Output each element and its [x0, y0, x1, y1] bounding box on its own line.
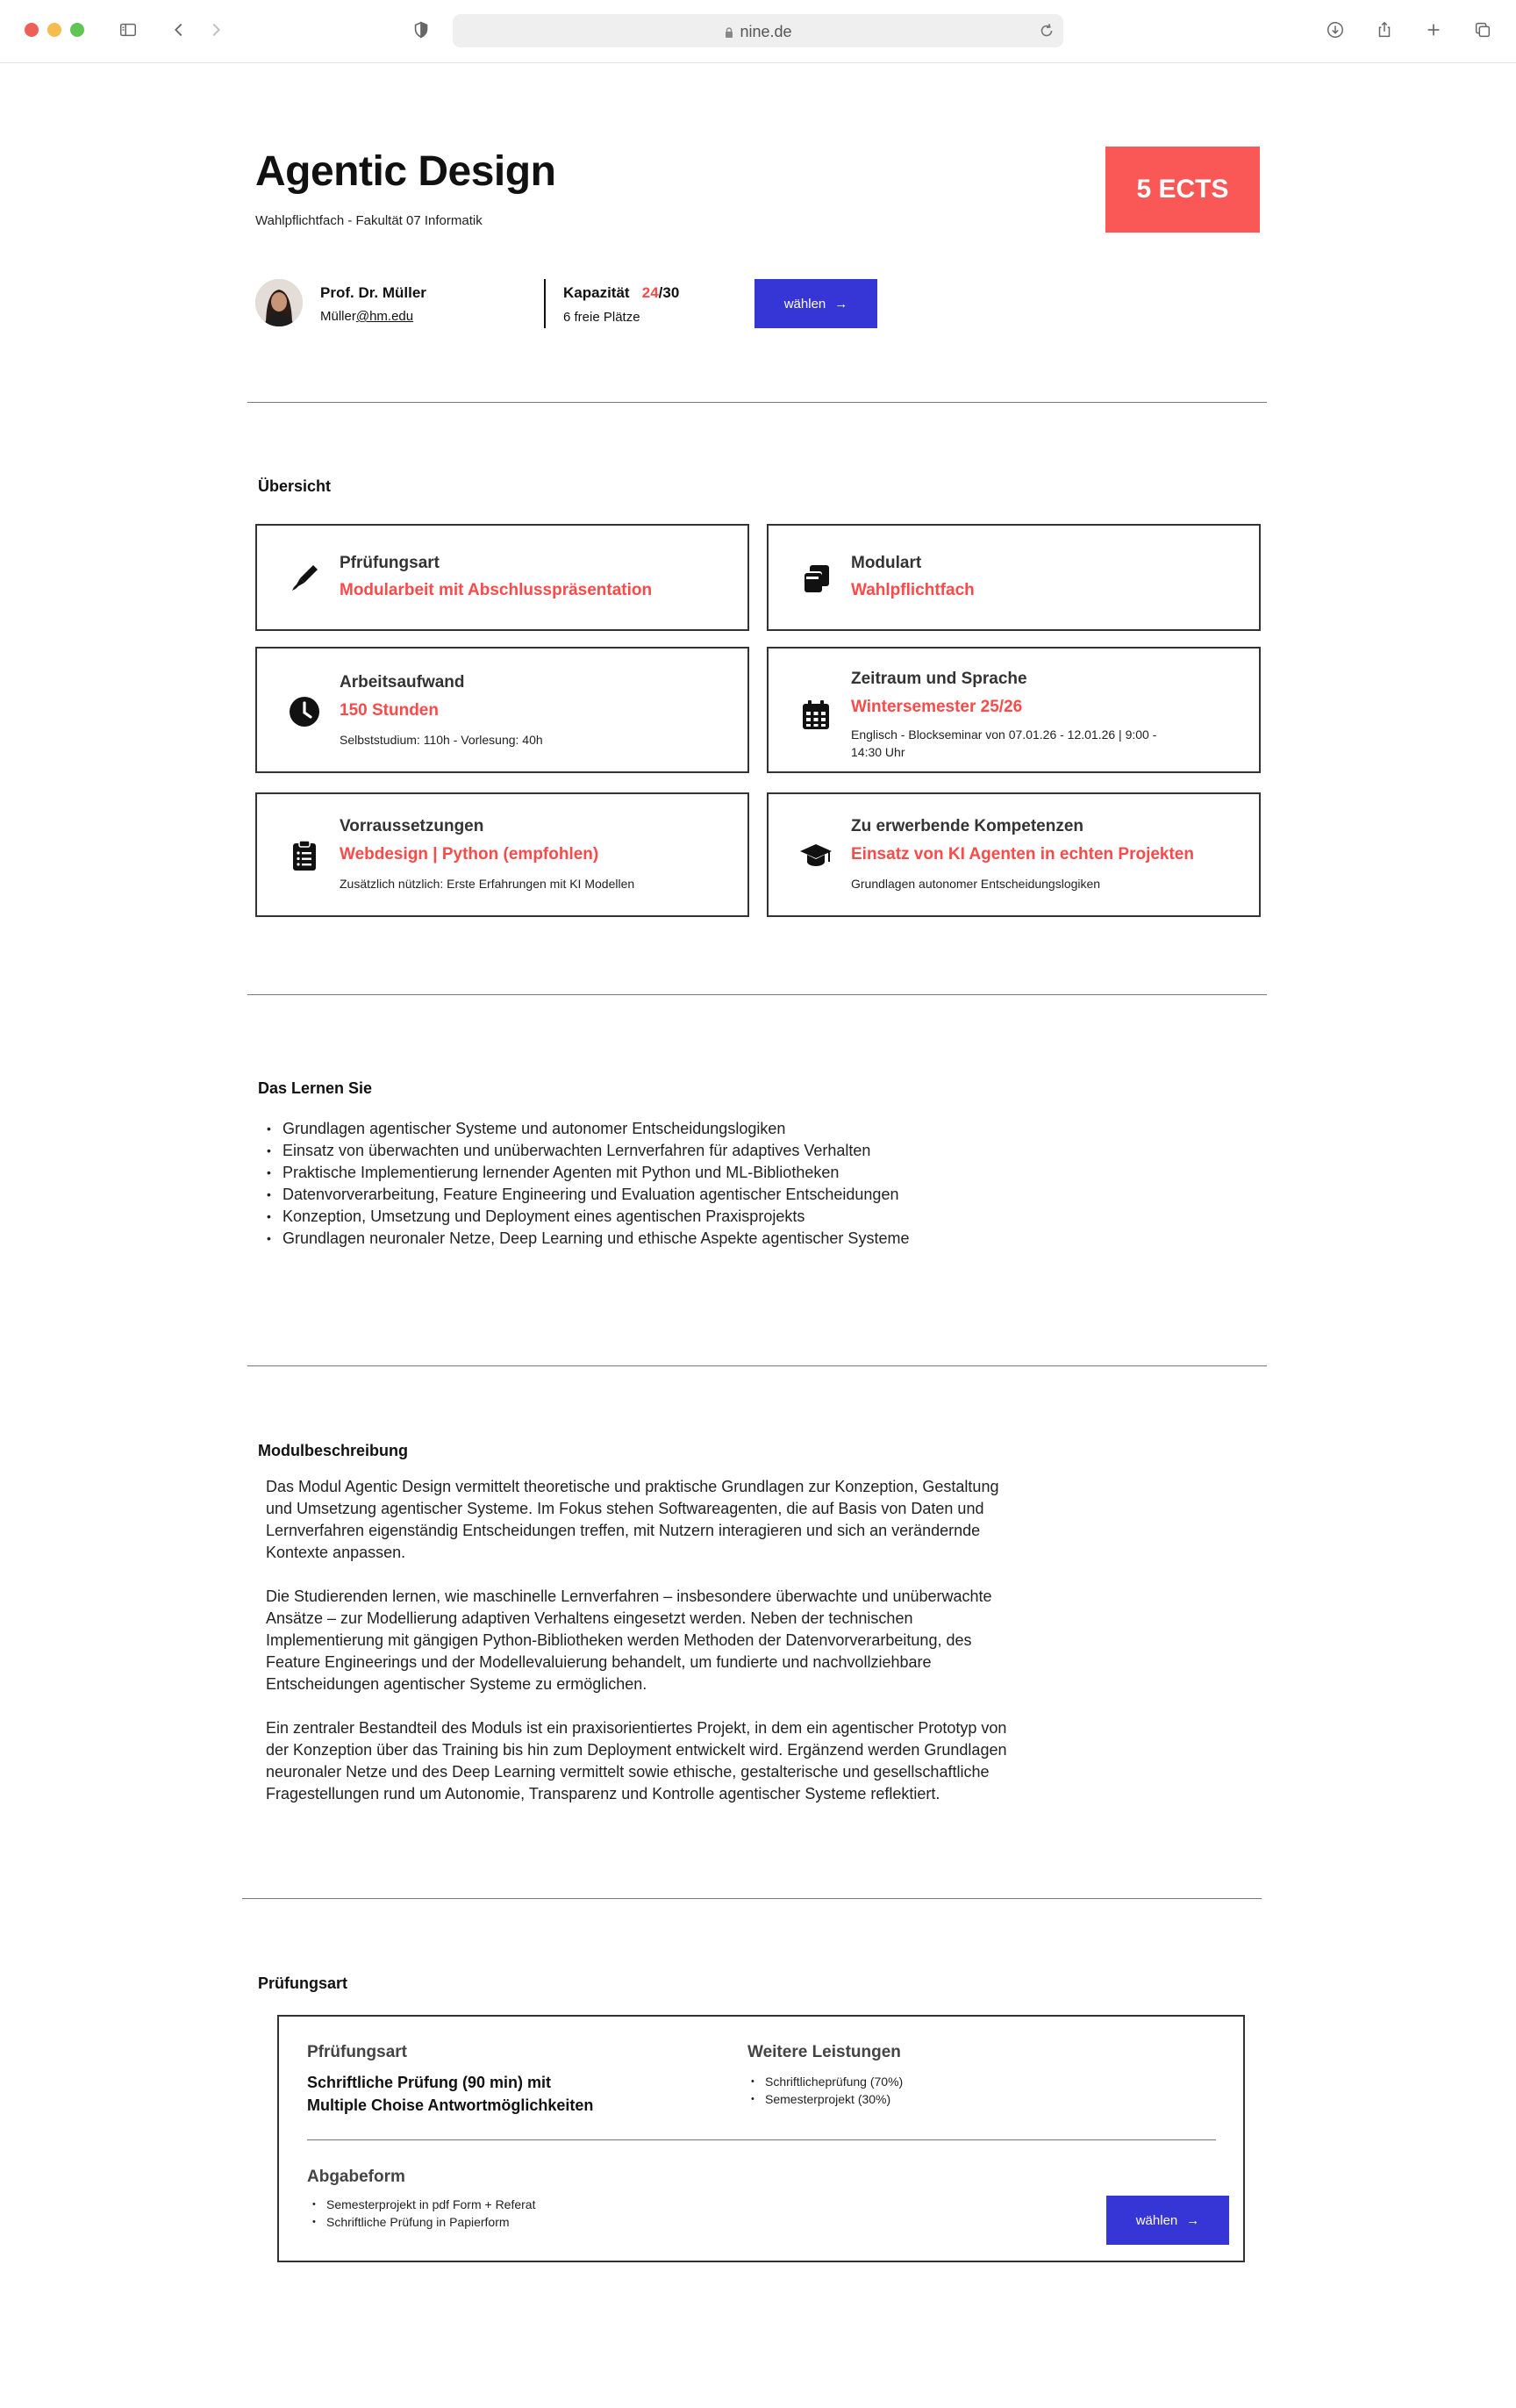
exam-box: [277, 2015, 1245, 2262]
capacity-total: /30: [658, 284, 680, 301]
card-label: Zeitraum und Sprache: [851, 670, 1027, 688]
close-window-button[interactable]: [25, 23, 39, 37]
choose-button-label: wählen: [783, 296, 826, 312]
capacity-label: [563, 284, 679, 302]
arrow-right-icon: →: [834, 296, 848, 312]
overview-card-workload: [255, 647, 749, 773]
description-paragraph: Das Modul Agentic Design vermittelt theoretische und praktische Grundlagen zur Konzeption, Gestaltung und Umsetzung agentischer Systeme. Im Fokus stehen Softwareagenten, die auf Basis von Daten und Lernverfahren eigenständig Entscheidungen treffen, mit Nutzern interagieren und sich an verändernde Kontexte anpassen.: [266, 1478, 999, 1561]
browser-toolbar: [0, 0, 1516, 63]
section-divider: [247, 1365, 1267, 1366]
further-label: Weitere Leistungen: [747, 2043, 901, 2061]
download-icon[interactable]: [1323, 18, 1348, 42]
capacity-free: 6 freie Plätze: [563, 310, 640, 325]
list-item: • Praktische Implementierung lernender Agenten mit Python und ML-Bibliotheken: [263, 1162, 909, 1184]
card-note: Grundlagen autonomer Entscheidungslogiken: [851, 877, 1101, 891]
clock-icon: [287, 694, 322, 729]
clipboard-icon: [287, 838, 322, 873]
section-divider: [247, 994, 1267, 995]
list-item: • Schriftliche Prüfung in Papierform: [309, 2213, 536, 2231]
page-subtitle: Wahlpflichtfach - Fakultät 07 Informatik: [255, 213, 483, 228]
exam-divider: [307, 2139, 1216, 2140]
description-paragraph: Die Studierenden lernen, wie maschinelle Lernverfahren – insbesondere überwachte und unüberwachte Ansätze – zur Modellierung adaptiven Verhaltens eingesetzt werden. Neben der technischen Implementierung mit gängigen Python-Bibliotheken werden Methoden der Datenvorverarbeitung, des Feature Engineerings und der Modellevaluierung behandelt, um fundierte und nachvollziehbare Entscheidungen agentischer Systeme zu ermöglichen.: [266, 1587, 992, 1693]
card-value: Wintersemester 25/26: [851, 698, 1023, 716]
further-list: [747, 2073, 903, 2108]
section-divider: [247, 402, 1267, 403]
list-item: • Einsatz von überwachten und unüberwachten Lernverfahren für adaptives Verhalten: [263, 1140, 909, 1162]
overview-card-period: [767, 647, 1261, 773]
professor-name: Prof. Dr. Müller: [320, 284, 426, 301]
forward-icon[interactable]: [204, 18, 228, 42]
tab-overview-icon[interactable]: [1470, 18, 1495, 42]
card-value: Webdesign | Python (empfohlen): [340, 845, 599, 864]
exam-type-value: [307, 2071, 593, 2117]
graduation-cap-icon: [798, 838, 833, 873]
learn-heading: Das Lernen Sie: [258, 1079, 373, 1097]
overview-card-competencies: [767, 792, 1261, 917]
list-item: • Semesterprojekt (30%): [747, 2090, 903, 2108]
sidebar-toggle-icon[interactable]: [116, 18, 140, 42]
calendar-icon: [798, 698, 833, 733]
exam-type-line: Multiple Choise Antwortmöglichkeiten: [307, 2096, 594, 2114]
capacity-title: Kapazität: [563, 284, 630, 301]
email-user: Müller: [320, 309, 356, 324]
reload-icon[interactable]: [1037, 21, 1056, 40]
share-icon[interactable]: [1372, 18, 1397, 42]
exam-type-label: Pfrüfungsart: [307, 2043, 407, 2061]
exam-heading: Prüfungsart: [258, 1974, 348, 1992]
card-value: Wahlpflichtfach: [851, 581, 975, 599]
privacy-shield-icon[interactable]: [409, 18, 433, 42]
learn-list: [263, 1118, 909, 1250]
card-label: Vorraussetzungen: [340, 817, 484, 835]
arrow-right-icon: →: [1186, 2212, 1200, 2228]
card-note: Selbststudium: 110h - Vorlesung: 40h: [340, 733, 543, 747]
address-bar[interactable]: [453, 14, 1063, 47]
submission-label: Abgabeform: [307, 2168, 405, 2186]
card-value: 150 Stunden: [340, 701, 439, 720]
exam-type-line: Schriftliche Prüfung (90 min) mit: [307, 2074, 552, 2091]
card-label: Modulart: [851, 554, 922, 572]
submission-list: [309, 2196, 536, 2231]
section-divider: [242, 1898, 1262, 1899]
card-value: Einsatz von KI Agenten in echten Projekten: [851, 845, 1194, 864]
capacity-taken: 24: [641, 284, 659, 301]
card-label: Zu erwerbende Kompetenzen: [851, 817, 1083, 835]
list-item: • Semesterprojekt in pdf Form + Referat: [309, 2196, 536, 2213]
card-label: Pfrüfungsart: [340, 554, 440, 572]
minimize-window-button[interactable]: [47, 23, 61, 37]
avatar: [255, 279, 303, 326]
card-value: Modularbeit mit Abschlusspräsentation: [340, 581, 653, 599]
ects-badge: 5 ECTS: [1105, 147, 1260, 233]
choose-button[interactable]: [1106, 2196, 1229, 2245]
pen-icon: [287, 561, 322, 596]
list-item: • Grundlagen agentischer Systeme und autonomer Entscheidungslogiken: [263, 1118, 909, 1140]
overview-heading: Übersicht: [258, 477, 332, 495]
card-note: Englisch - Blockseminar von 07.01.26 - 12.01.26 | 9:00 - 14:30 Uhr: [851, 727, 1157, 759]
overview-card-exam: [255, 524, 749, 631]
list-item: • Schriftlicheprüfung (70%): [747, 2073, 903, 2090]
description-heading: Modulbeschreibung: [258, 1442, 408, 1459]
back-icon[interactable]: [167, 18, 191, 42]
new-tab-icon[interactable]: [1421, 18, 1446, 42]
vertical-divider: [544, 279, 546, 328]
choose-button-label: wählen: [1135, 2212, 1178, 2228]
choose-button[interactable]: [754, 279, 877, 328]
email-domain: @hm.edu: [355, 309, 414, 324]
overview-card-prerequisites: [255, 792, 749, 917]
lock-icon: [724, 27, 734, 38]
list-item: • Grundlagen neuronaler Netze, Deep Learning und ethische Aspekte agentischer Systeme: [263, 1228, 909, 1250]
url-text: nine.de: [740, 23, 792, 40]
copy-icon: [798, 561, 833, 596]
overview-card-module-type: [767, 524, 1261, 631]
card-label: Arbeitsaufwand: [340, 673, 465, 692]
description-paragraph: Ein zentraler Bestandteil des Moduls ist ein praxisorientiertes Projekt, in dem ein agentischer Prototyp von der Konzeption über das Training bis hin zum Deployment entwickelt wird. Ergänzend werden Grundlagen neuronaler Netze und des Deep Learning vermittelt sowie ethische, gestalterische und gesellschaftliche Fragestellungen rund um Autonomie, Transparenz und Kontrolle agentischer Systeme reflektiert.: [266, 1719, 1007, 1802]
professor-email[interactable]: [320, 309, 413, 324]
list-item: • Datenvorverarbeitung, Feature Engineering und Evaluation agentischer Entscheidungen: [263, 1184, 909, 1206]
zoom-window-button[interactable]: [70, 23, 84, 37]
page-title: Agentic Design: [255, 148, 556, 195]
card-note: Zusätzlich nützlich: Erste Erfahrungen mit KI Modellen: [340, 877, 635, 891]
list-item: • Konzeption, Umsetzung und Deployment eines agentischen Praxisprojekts: [263, 1206, 909, 1228]
